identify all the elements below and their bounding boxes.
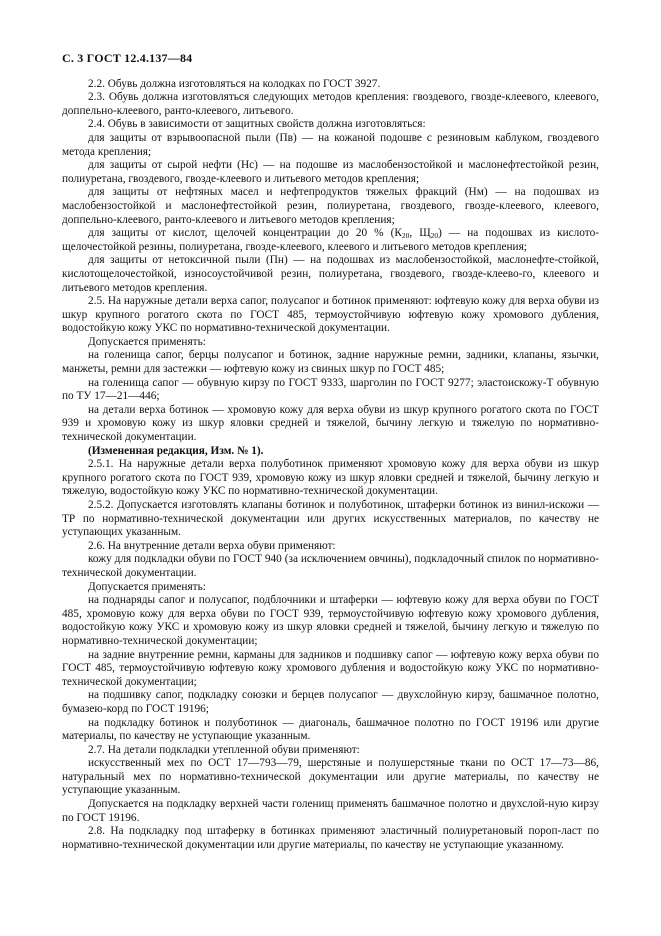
allowed-label-2: Допускается применять: xyxy=(88,580,206,593)
clause-2-4: 2.4. Обувь в зависимости от защитных свойств должна изготовляться: xyxy=(88,118,426,131)
allowed-back-straps: на задние внутренние ремни, карманы для задников и подшивку сапог — юфтевую кожу верха обуви по ГОСТ 485, термоустойчивую юфтевую кожу хромового дубления и водостойкую кожу УКС по нормативно-технической документации; xyxy=(62,648,599,688)
clause-2-5-2: 2.5.2. Допускается изготовлять клапаны ботинок и полуботинок, штаферки ботинок из винил-искожи — ТР по нормативно-технической документации или других искусственных материалов, по качеству не уступающих указанным. xyxy=(62,499,599,539)
allowed-upper-bootleg-lining: Допускается на подкладку верхней части голенищ применять башмачное полотно и двухслой-ную кирзу по ГОСТ 19196. xyxy=(62,798,599,824)
protection-nontoxic-dust: для защиты от нетоксичной пыли (Пн) — на подошвах из маслобензостойкой, маслонефте-стойкой, кислотощелочестойкой, износоустойчивой резин, полиуретана, гвоздевого, гвоздe-клеево-го, клеевого и литьевого методов крепления. xyxy=(62,254,599,294)
allowed-lining-kirza: на подшивку сапог, подкладку союзки и берцев полусапог — двухслойную кирзу, башмачное полотно, бумазею-корд по ГОСТ 19196; xyxy=(62,689,599,715)
clause-2-7: 2.7. На детали подкладки утепленной обуви применяют: xyxy=(88,743,360,756)
amendment-note: (Измененная редакция, Изм. № 1). xyxy=(88,444,264,457)
allowed-boot-uppers-chrome: на детали верха ботинок — хромовую кожу для верха обуви из шкур крупного рогатого скота по ГОСТ 939 и хромовую кожу из шкур яловки средней и тяжелой, бычину легкую и тяжелую по нормативно-технической документации. xyxy=(62,403,599,444)
clause-2-3: 2.3. Обувь должна изготовляться следующих методов крепления: гвоздевого, гвоздe-клеевого, клеевого, доппельно-клеевого, ранто-клеевого, литьевого. xyxy=(62,91,599,117)
artificial-fur: искусственный мех по ОСТ 17—793—79, шерстяные и полушерстяные ткани по ОСТ 17—73—86, натуральный мех по нормативно-технической документации или другие материалы, по качеству не уступающие указанным. xyxy=(62,757,599,797)
clause-2-6: 2.6. На внутренние детали верха обуви применяют: xyxy=(88,539,336,552)
allowed-podnaryady: на поднаряды сапог и полусапог, подблочники и штаферки — юфтевую кожу для верха обуви по ГОСТ 485, хромовую кожу для верха обуви по ГОСТ 939, термоустойчивую юфтевую кожу хромового дубления, водостойкую кожу УКС и хромовую кожу из шкур яловки средней и тяжелой, бычину легкую и тяжелую по нормативно-технической документации; xyxy=(62,594,599,647)
allowed-lining-diagonal: на подкладку ботинок и полуботинок — диагональ, башмачное полотно по ГОСТ 19196 или другие материалы, по качеству не уступающие указанным. xyxy=(62,716,599,743)
protection-heavy-oils: для защиты от нефтяных масел и нефтепродуктов тяжелых фракций (Нм) — на подошвах из маслобензостойкой и маслонефтестойкой резин, полиуретана, гвоздевого, гвоздe-клеевого, клеевого, доппельно-клеевого, ранто-клеевого и литьевого методов крепления; xyxy=(62,186,599,226)
allowed-label: Допускается применять: xyxy=(88,335,206,348)
acid-text-prefix: для защиты от кислот, щелочей концентрации до 20 % (К xyxy=(88,227,402,240)
acid-text-suffix: ) — на подошвах из кислото-щелочестойкой резины, полиуретана, гвоздe-клеевого, клеевого и литьевого методов крепления; xyxy=(62,227,599,253)
protection-explosive-dust: для защиты от взрывоопасной пыли (Пв) — на кожаной подошве с резиновым каблуком, гвоздевого метода крепления; xyxy=(62,131,599,158)
subscript-k: 20 xyxy=(401,231,410,241)
clause-2-2: 2.2. Обувь должна изготовляться на колодках по ГОСТ 3927. xyxy=(88,77,381,90)
acid-text-mid: , Щ xyxy=(409,227,431,240)
protection-crude-oil: для защиты от сырой нефти (Нс) — на подошве из маслобензостойкой и маслонефтестойкой резин, полиуретана, гвоздевого, гвоздe-клеевого и литьевого методов крепления; xyxy=(62,159,599,185)
clause-2-5-1: 2.5.1. На наружные детали верха полуботинок применяют хромовую кожу для верха обуви из шкур крупного рогатого скота по ГОСТ 939, хромовую кожу из шкур яловки средней и тяжелой, бычину легкую и тяжелую, водостойкую кожу УКС по нормативно-технической документации. xyxy=(62,458,599,498)
protection-acids-alkalis xyxy=(62,227,599,254)
clause-2-8: 2.8. На подкладку под штаферку в ботинках применяют эластичный полиуретановый пороп-ласт по нормативно-технической документации или другие материалы, по качеству не уступающие указанному. xyxy=(62,825,599,851)
subscript-sh: 20 xyxy=(430,231,439,241)
lining-leather: кожу для подкладки обуви по ГОСТ 940 (за исключением овчины), подкладочный спилок по нормативно-технической документации. xyxy=(62,553,599,579)
allowed-bootlegs-kirza: на голенища сапог — обувную кирзу по ГОСТ 9333, шарголин по ГОСТ 9277; эластоискожу-Т обувную по ТУ 17—21—446; xyxy=(62,376,599,403)
clause-2-5: 2.5. На наружные детали верха сапог, полусапог и ботинок применяют: юфтевую кожу для верха обуви из шкур крупного рогатого скота по ГОСТ 485, термоустойчивую юфтевую кожу хромового дубления, водостойкую кожу УКС по нормативно-технической документации. xyxy=(62,295,599,335)
allowed-bootlegs-pigskin: на голенища сапог, берцы полусапог и ботинок, задние наружные ремни, задники, клапаны, язычки, манжеты, ремни для застежки — юфтевую кожу из свиных шкур по ГОСТ 485; xyxy=(62,349,599,376)
page-header: С. 3 ГОСТ 12.4.137—84 xyxy=(62,51,193,65)
